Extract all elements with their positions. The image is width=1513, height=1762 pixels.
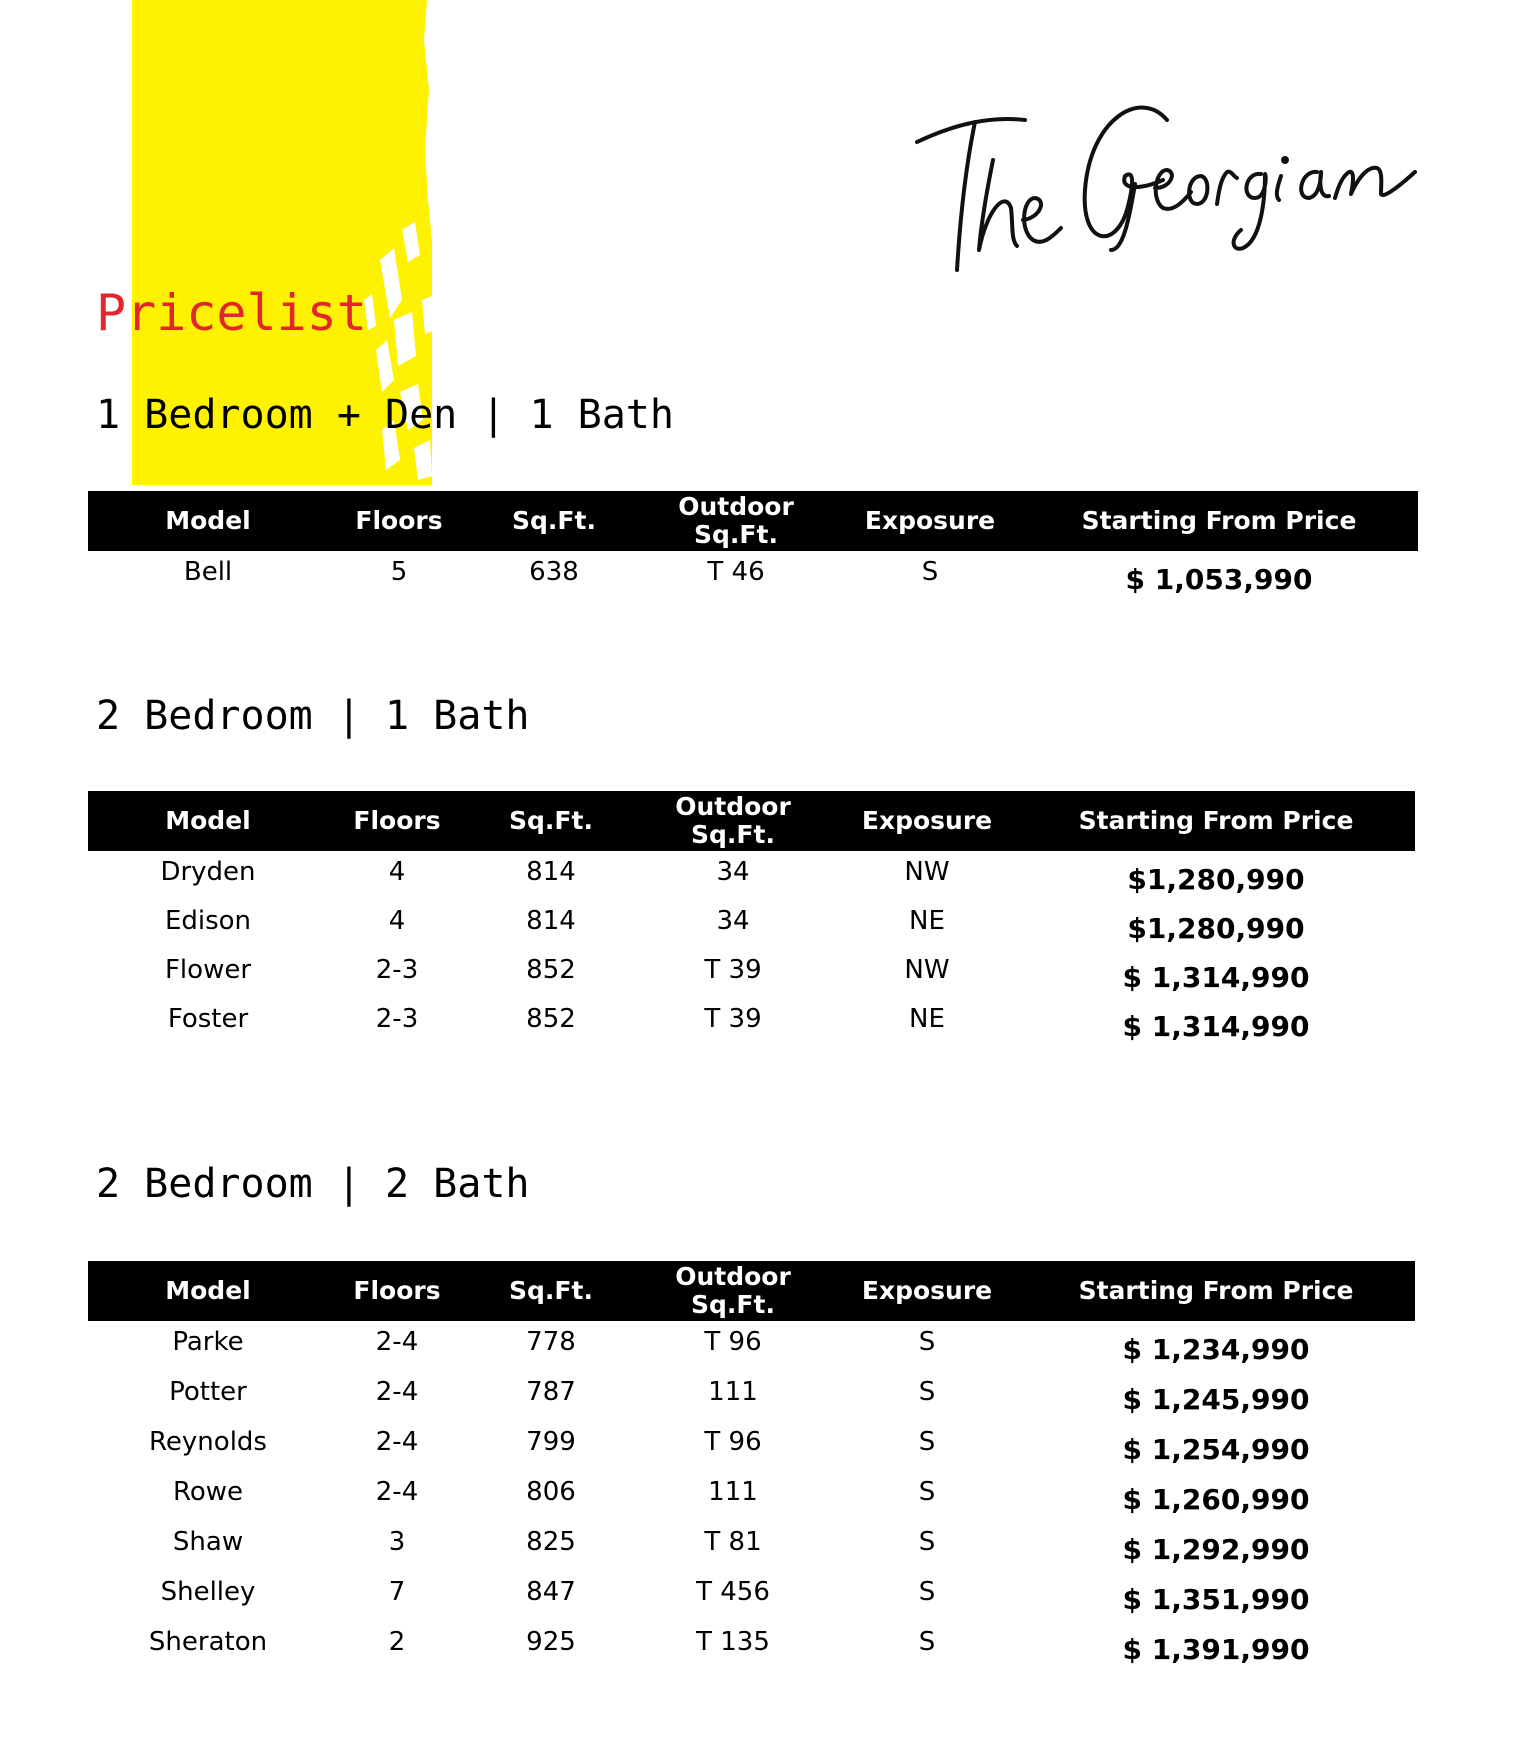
column-header-floors: Floors xyxy=(355,506,443,535)
column-header-outdoor-sqft: Outdoor Sq.Ft. xyxy=(675,1262,791,1319)
column-header-exposure: Exposure xyxy=(864,506,996,535)
column-header-price: Starting From Price xyxy=(1078,806,1354,835)
sqft-cell: 847 xyxy=(526,1577,576,1607)
the-georgian-logo xyxy=(915,80,1425,280)
table-row xyxy=(88,851,1415,900)
table-row xyxy=(88,1321,1415,1371)
column-header-outdoor-sqft: Outdoor Sq.Ft. xyxy=(678,492,794,549)
section-heading: 2 Bedroom | 1 Bath xyxy=(96,693,530,739)
sqft-cell: 825 xyxy=(526,1527,576,1557)
table-header xyxy=(88,1261,1415,1321)
column-header-exposure: Exposure xyxy=(861,806,993,835)
outdoor-cell: 34 xyxy=(716,906,750,936)
outdoor-cell: T 96 xyxy=(704,1327,762,1357)
sqft-cell: 925 xyxy=(526,1627,576,1657)
column-header-floors: Floors xyxy=(353,806,441,835)
column-header-model: Model xyxy=(165,506,251,535)
sqft-cell: 638 xyxy=(529,557,579,587)
column-header-outdoor-sqft: Outdoor Sq.Ft. xyxy=(675,792,791,849)
table-row xyxy=(88,551,1418,601)
table-row xyxy=(88,1571,1415,1621)
price-cell: $ 1,314,990 xyxy=(1122,1010,1310,1043)
model-cell: Shaw xyxy=(172,1527,244,1557)
price-cell: $ 1,234,990 xyxy=(1122,1333,1310,1366)
floors-cell: 2-4 xyxy=(375,1427,419,1457)
outdoor-cell: T 81 xyxy=(704,1527,762,1557)
floors-cell: 4 xyxy=(388,906,406,936)
floors-cell: 2-4 xyxy=(375,1327,419,1357)
model-cell: Rowe xyxy=(172,1477,244,1507)
outdoor-cell: 111 xyxy=(708,1377,758,1407)
price-cell: $ 1,245,990 xyxy=(1122,1383,1310,1416)
model-cell: Potter xyxy=(169,1377,247,1407)
exposure-cell: S xyxy=(918,1427,936,1457)
outdoor-cell: T 39 xyxy=(704,1004,762,1034)
price-table xyxy=(88,491,1418,601)
page-title: Pricelist xyxy=(96,284,367,342)
exposure-cell: NE xyxy=(909,1004,945,1034)
price-cell: $ 1,260,990 xyxy=(1122,1483,1310,1516)
floors-cell: 4 xyxy=(388,857,406,887)
outdoor-cell: T 46 xyxy=(707,557,765,587)
table-row xyxy=(88,1521,1415,1571)
model-cell: Edison xyxy=(164,906,252,936)
exposure-cell: S xyxy=(918,1577,936,1607)
sqft-cell: 799 xyxy=(526,1427,576,1457)
floors-cell: 2-4 xyxy=(375,1377,419,1407)
exposure-cell: NE xyxy=(909,906,945,936)
sqft-cell: 806 xyxy=(526,1477,576,1507)
outdoor-cell: T 96 xyxy=(704,1427,762,1457)
price-cell: $ 1,391,990 xyxy=(1122,1633,1310,1666)
section-heading: 2 Bedroom | 2 Bath xyxy=(96,1161,530,1207)
sqft-cell: 852 xyxy=(526,955,576,985)
model-cell: Foster xyxy=(167,1004,249,1034)
price-cell: $1,280,990 xyxy=(1127,912,1305,945)
table-row xyxy=(88,900,1415,949)
exposure-cell: S xyxy=(918,1477,936,1507)
floors-cell: 2 xyxy=(388,1627,406,1657)
column-header-model: Model xyxy=(165,806,251,835)
exposure-cell: S xyxy=(918,1627,936,1657)
floors-cell: 7 xyxy=(388,1577,406,1607)
floors-cell: 5 xyxy=(390,557,408,587)
exposure-cell: NW xyxy=(904,955,950,985)
column-header-floors: Floors xyxy=(353,1276,441,1305)
floors-cell: 2-3 xyxy=(375,1004,419,1034)
outdoor-cell: T 135 xyxy=(696,1627,770,1657)
table-row xyxy=(88,1621,1415,1671)
table-row xyxy=(88,1371,1415,1421)
outdoor-cell: 111 xyxy=(708,1477,758,1507)
outdoor-cell: T 456 xyxy=(696,1577,770,1607)
exposure-cell: S xyxy=(918,1527,936,1557)
sqft-cell: 814 xyxy=(526,857,576,887)
floors-cell: 3 xyxy=(388,1527,406,1557)
exposure-cell: S xyxy=(918,1377,936,1407)
table-row xyxy=(88,998,1415,1047)
column-header-sqft: Sq.Ft. xyxy=(509,806,593,835)
model-cell: Reynolds xyxy=(149,1427,267,1457)
sqft-cell: 778 xyxy=(526,1327,576,1357)
exposure-cell: S xyxy=(921,557,939,587)
floors-cell: 2-3 xyxy=(375,955,419,985)
price-cell: $ 1,292,990 xyxy=(1122,1533,1310,1566)
column-header-sqft: Sq.Ft. xyxy=(512,506,596,535)
model-cell: Flower xyxy=(164,955,252,985)
price-table xyxy=(88,1261,1415,1671)
price-cell: $ 1,254,990 xyxy=(1122,1433,1310,1466)
floors-cell: 2-4 xyxy=(375,1477,419,1507)
sqft-cell: 787 xyxy=(526,1377,576,1407)
table-row xyxy=(88,1471,1415,1521)
column-header-model: Model xyxy=(165,1276,251,1305)
price-table xyxy=(88,791,1415,1047)
sqft-cell: 814 xyxy=(526,906,576,936)
table-row xyxy=(88,949,1415,998)
table-row xyxy=(88,1421,1415,1471)
model-cell: Parke xyxy=(172,1327,244,1357)
price-cell: $ 1,314,990 xyxy=(1122,961,1310,994)
column-header-sqft: Sq.Ft. xyxy=(509,1276,593,1305)
price-cell: $1,280,990 xyxy=(1127,863,1305,896)
outdoor-cell: 34 xyxy=(716,857,750,887)
model-cell: Sheraton xyxy=(148,1627,268,1657)
model-cell: Bell xyxy=(183,557,233,587)
price-cell: $ 1,053,990 xyxy=(1125,563,1313,596)
table-header xyxy=(88,791,1415,851)
sqft-cell: 852 xyxy=(526,1004,576,1034)
exposure-cell: S xyxy=(918,1327,936,1357)
price-cell: $ 1,351,990 xyxy=(1122,1583,1310,1616)
column-header-exposure: Exposure xyxy=(861,1276,993,1305)
exposure-cell: NW xyxy=(904,857,950,887)
table-header xyxy=(88,491,1418,551)
model-cell: Shelley xyxy=(160,1577,256,1607)
section-heading: 1 Bedroom + Den | 1 Bath xyxy=(96,392,674,438)
column-header-price: Starting From Price xyxy=(1078,1276,1354,1305)
outdoor-cell: T 39 xyxy=(704,955,762,985)
model-cell: Dryden xyxy=(160,857,256,887)
column-header-price: Starting From Price xyxy=(1081,506,1357,535)
